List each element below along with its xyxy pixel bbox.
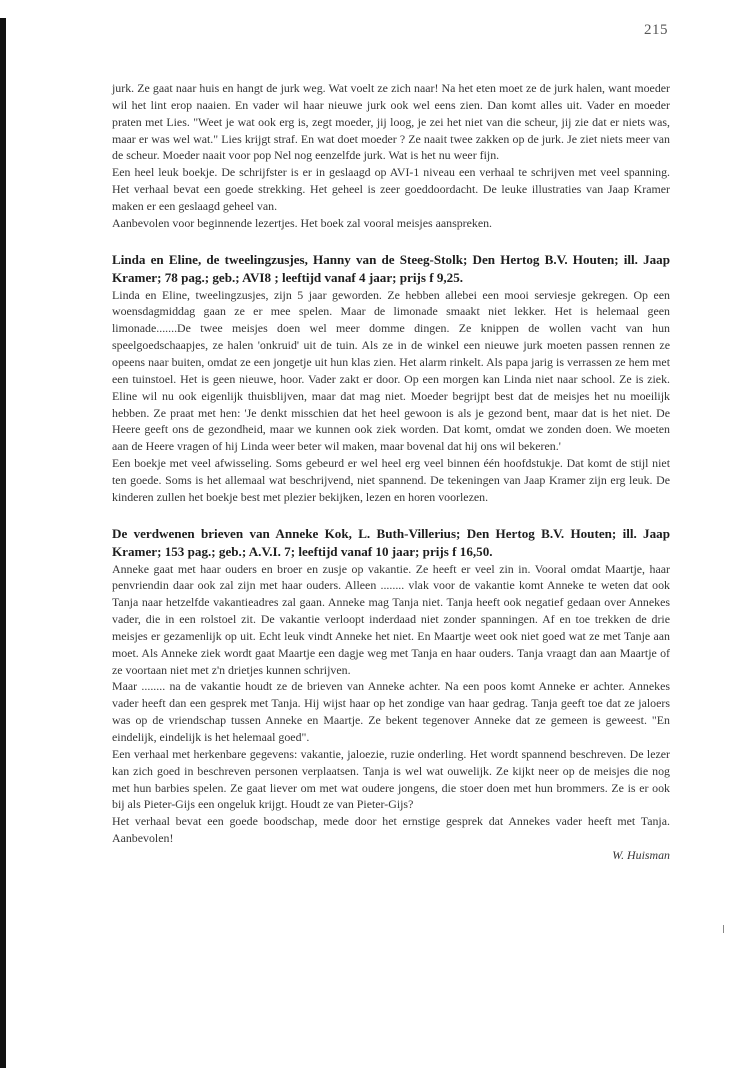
paragraph: Aanbevolen voor beginnende lezertjes. Het boek zal vooral meisjes aanspreken. — [112, 215, 493, 230]
scan-mark — [723, 925, 724, 933]
scan-edge-bar — [0, 18, 6, 1068]
review-title: De verdwenen brieven van Anneke Kok, L. Buth-Villerius; Den Hertog B.V. Houten; ill. Jaap Kramer; 153 pag.; geb.; A.V.I. 7; leeftijd vanaf 10 jaar; prijs f 16,50. — [112, 525, 670, 559]
page-body — [112, 80, 670, 864]
paragraph: Linda en Eline, tweelingzusjes, zijn 5 jaar geworden. Ze hebben allebei een mooi serviesje gekregen. Op een woensdagmiddag gaan ze er mee spelen. Maar de limonade smaakt niet lekker. Het is helemaal geen limonade.......De twee meisjes doen wel meer domme dingen. Ze knippen de wollen vacht van hun speelgoedschaapjes, ze halen 'onkruid' uit de tuin. Als ze in de winkel een nieuwe jurk moeten passen rennen ze opeens naar buiten, omdat ze een jongetje uit hun klas zien. Het alarm rinkelt. Als papa jarig is verrassen ze hem met een tuinstoel. Het is geen nieuwe, hoor. Vader zakt er door. Op een morgen kan Linda niet naar school. Ze is ziek. Eline wil nu ook eigenlijk thuisblijven, maar dat mag niet. Moeder begrijpt best dat de meisjes het nu moeilijk hebben. Ze praat met hen: 'Je denkt misschien dat het heel gewoon is als je gezond bent, maar dat is het niet. De Heere geeft ons de gezondheid, maar we kunnen ook ziek worden. Dat komt, omdat we zonden doen. We moeten aan de Heere vragen of hij Linda weer beter wil maken, maar bovenal dat hij ons wil bekeren.' — [112, 287, 670, 454]
paragraph: Maar ........ na de vakantie houdt ze de brieven van Anneke achter. Na een poos komt Anneke er achter. Annekes vader heeft dan een gesprek met Tanja. Hij wijst haar op het zondige van haar gedrag. Tanja geeft toe dat ze jaloers was op de vriendschap tussen Anneke en Maartje. Ze bekent tegenover Anneke dat ze gemeen is geweest. "En eindelijk, eindelijk is het helemaal goed". — [112, 679, 670, 744]
reviewer-signature: W. Huisman — [612, 847, 670, 862]
paragraph: Een verhaal met herkenbare gegevens: vakantie, jaloezie, ruzie onderling. Het wordt spannend beschreven. De lezer kan zich goed in beschreven personen verplaatsen. Tanja is wel wat ouwelijk. Ze kijkt neer op de meisjes die nog met hun barbies spelen. Ze gaat liever om met wat oudere jongens, die stoer doen met hun brommers. Ze is er ook bij als Pieter-Gijs een ongeluk krijgt. Houdt ze van Pieter-Gijs? — [112, 746, 670, 812]
paragraph: Een boekje met veel afwisseling. Soms gebeurd er wel heel erg veel binnen één hoofdstukje. Dat komt de stijl niet ten goede. Soms is het allemaal wat beschrijvend, niet spannend. De tekeningen van Jaap Kramer zijn erg leuk. De kinderen zullen het boekje best met plezier bekijken, lezen en horen voorlezen. — [112, 456, 670, 504]
paragraph: jurk. Ze gaat naar huis en hangt de jurk weg. Wat voelt ze zich naar! Na het eten moet ze de jurk halen, want moeder wil het lint erop naaien. En vader wil haar nieuwe jurk ook wel eens zien. Dan komt alles uit. Vader en moeder praten met Lies. "Weet je wat ook erg is, zegt moeder, jij loog, je zei het niet van die scheur, jij zie dat er niets was, maar er was wel wat." Lies krijgt straf. En wat doet moeder ? Ze naait twee zakken op de jurk. Je ziet niets meer van de scheur. Moeder naait voor pop Nel nog eenzelfde jurk. Wat is het nu weer fijn. — [112, 81, 670, 163]
page-number: 215 — [644, 22, 668, 38]
paragraph: Een heel leuk boekje. De schrijfster is er in geslaagd op AVI-1 niveau een verhaal te schrijven met veel spanning. Het verhaal bevat een goede strekking. Het geheel is zeer goeddoordacht. De leuke illustraties van Jaap Kramer maken er een geslaagd geheel van. — [112, 165, 670, 213]
paragraph: Het verhaal bevat een goede boodschap, mede door het ernstige gesprek dat Annekes vader heeft met Tanja. Aanbevolen! — [112, 814, 670, 846]
paragraph: Anneke gaat met haar ouders en broer en zusje op vakantie. Ze heeft er veel zin in. Vooral omdat Maartje, haar penvriendin daar ook zal zijn met haar ouders. Alleen ........ vlak voor de vakantie komt Anneke te weten dat ook Tanja naar hetzelfde vakantieadres zal gaan. Anneke mag Tanja niet. Tanja heeft ook negatief gedaan over Annekes vader, die in een rolstoel zit. De vakantie verloopt inderdaad niet zonder spanningen. Af en toe trekken de drie meisjes er gezamenlijk op uit. Echt leuk vindt Anneke het niet. En Maartje weet ook niet goed wat ze met Tanje aan moet. Als Anneke ziek wordt gaat Maartje een dagje weg met Tanja en haar ouders. Tanja vraagt dan aan Maartje of ze voortaan niet met z'n drietjes kunnen schrijven. — [112, 561, 670, 677]
review-title: Linda en Eline, de tweelingzusjes, Hanny van de Steeg-Stolk; Den Hertog B.V. Houten; ill. Jaap Kramer; 78 pag.; geb.; AVI8 ; leeftijd vanaf 4 jaar; prijs f 9,25. — [112, 251, 670, 285]
